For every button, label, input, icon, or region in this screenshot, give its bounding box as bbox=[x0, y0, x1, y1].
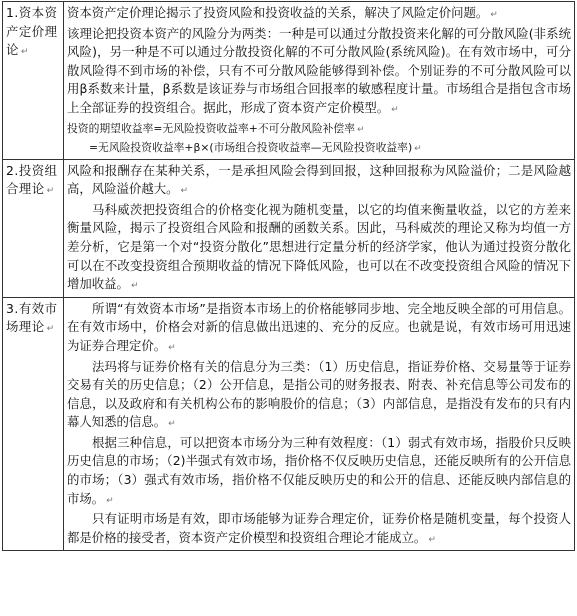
paragraph-mark-icon: ↵ bbox=[414, 143, 422, 154]
row-label bbox=[3, 2, 64, 160]
paragraph: 法玛将与证券价格有关的信息分为三类：（1）历史信息，指证券价格、交易量等于证券交易有关的历史信息；（2）公开信息，是指公司的财务报表、附表、补充信息等公司发布的信息，以及政府和有关机构公布的影响股价的信息；（3）内部信息，是指没有发布的只有内幕人知悉的信息。 ↵ bbox=[67, 358, 571, 430]
table-row bbox=[3, 297, 575, 551]
formula-line: 投资的期望收益率=无风险投资收益率+不可分散风险补偿率 ↵ bbox=[67, 121, 365, 135]
paragraph: 该理论把投资本资产的风险分为两类：一种是可以通过分散投资来化解的可分散风险(非系统风险)，另一种是不可以通过分散投资化解的不可分散风险(系统风险)。在有效市场中，可分散风险得不到市场的补偿，只有不可分散风险能够得到补偿。个别证券的不可分散风险可以用β系数来计量，β系数是该证券与市场组合回报率的敏感程度计量。市场组合是指包含市场上全部证券的投资组合。据此，形成了资本资产定价模型。 ↵ bbox=[67, 25, 571, 115]
paragraph-mark-icon: ↵ bbox=[490, 10, 498, 20]
paragraph-mark-icon: ↵ bbox=[391, 104, 399, 115]
paragraph-mark-icon: ↵ bbox=[168, 419, 176, 430]
paragraph-mark-icon: ↵ bbox=[46, 324, 55, 335]
row-label-text: 2.投资组合理论 bbox=[6, 162, 58, 197]
row-content bbox=[64, 297, 575, 551]
paragraph-mark-icon: ↵ bbox=[46, 186, 55, 197]
table-row bbox=[3, 159, 575, 297]
paragraph: 根据三种信息，可以把资本市场分为三种有效程度：（1）弱式有效市场，指股价只反映历史信息的市场；（2)半强式有效市场，指价格不仅反映历史信息，还能反映所有的公开信息的市场；（3）强式有效市场，指价格不仅能反映历史的和公开的信息、还能反映内部信息的市场。 ↵ bbox=[67, 434, 571, 506]
table-row bbox=[3, 2, 575, 160]
paragraph-mark-icon: ↵ bbox=[106, 495, 114, 506]
row-content bbox=[64, 2, 575, 160]
paragraph-mark-icon: ↵ bbox=[168, 342, 176, 353]
paragraph-mark-icon: ↵ bbox=[130, 281, 139, 292]
row-label-text: 3.有效市场理论 bbox=[6, 300, 58, 335]
row-content bbox=[64, 159, 575, 297]
formula-line: =无风险投资收益率+β×(市场组合投资收益率—无风险投资收益率) ↵ bbox=[89, 140, 422, 154]
paragraph-mark-icon: ↵ bbox=[428, 534, 436, 545]
paragraph: 风险和报酬存在某种关系，一是承担风险会得到回报，这种回报称为风险溢价；二是风险越高，风险溢价越大。 ↵ bbox=[67, 162, 571, 197]
row-label bbox=[3, 297, 64, 551]
paragraph: 马科威茨把投资组合的价格变化视为随机变量，以它的均值来衡量收益，以它的方差来衡量风险，揭示了投资组合风险和报酬的函数关系。因此，马科威茨的理论又称为均值一方差分析，它是第一个对“投资分散化”思想进行定量分析的经济学家，他认为通过投资分散化可以在不改变投资组合预期收益的情况下降低风险，也可以在不改变投资组合风险的情况下增加收益。 ↵ bbox=[67, 201, 571, 292]
theory-table bbox=[2, 1, 575, 551]
paragraph-mark-icon: ↵ bbox=[180, 186, 189, 197]
paragraph: 资本资产定价理论揭示了投资风险和投资收益的关系，解决了风险定价问题。 ↵ bbox=[67, 5, 498, 20]
row-label-text: 1.资本资产定价理论 bbox=[6, 5, 58, 58]
paragraph-mark-icon: ↵ bbox=[357, 124, 365, 135]
paragraph: 只有证明市场是有效，即市场能够为证券合理定价，证券价格是随机变量，每个投资人都是价格的接受者，资本资产定价模型和投资组合理论才能成立。 ↵ bbox=[67, 511, 571, 545]
row-label bbox=[3, 159, 64, 297]
paragraph: 所谓“有效资本市场”是指资本市场上的价格能够同步地、完全地反映全部的可用信息。在有效市场中，价格会对新的信息做出迅速的、充分的反应。也就是说，有效市场可用迅速为证券合理定价。 ↵ bbox=[67, 300, 571, 353]
paragraph-mark-icon: ↵ bbox=[20, 47, 29, 58]
